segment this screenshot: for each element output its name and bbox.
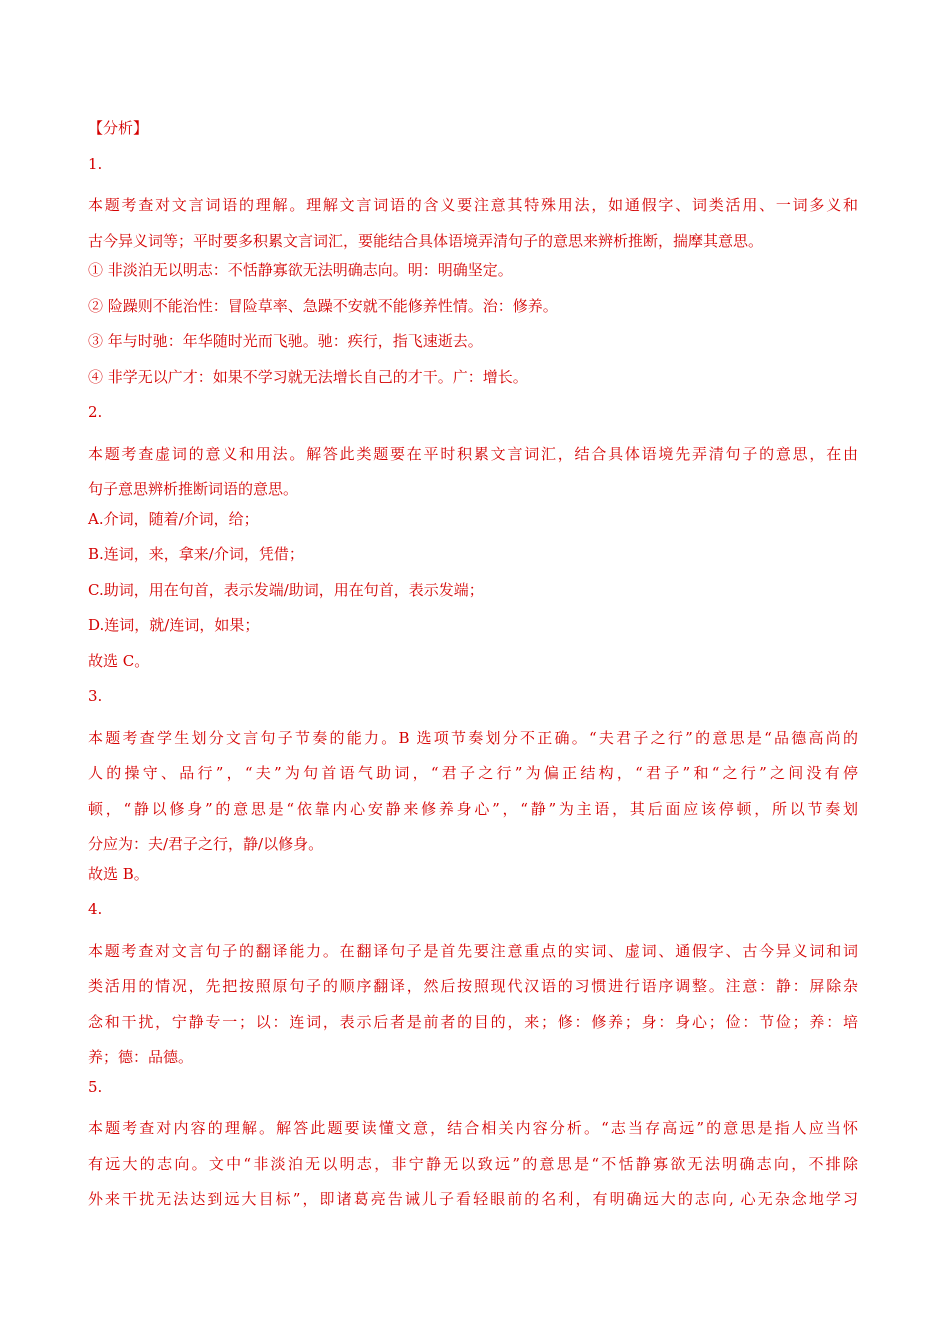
paragraph-line: 类活用的情况，先把按照原句子的顺序翻译，然后按照现代汉语的习惯进行语序调整。注意：静：屏除杂: [88, 977, 858, 995]
section-5: [88, 1075, 858, 1217]
section-number: 3.: [88, 687, 103, 705]
answer-line: 故选 C。: [88, 651, 150, 670]
section-4: [88, 897, 858, 1075]
paragraph-line: 有远大的志向。文中“非淡泊无以明志，非宁静无以致远”的意思是“不恬静寡欲无法明确志向，不排除: [88, 1154, 858, 1173]
paragraph-line: 外来干扰无法达到远大目标”，即诸葛亮告诫儿子看轻眼前的名利，有明确远大的志向, 心无杂念地学习: [88, 1190, 858, 1208]
paragraph-line: 顿，“静以修身”的意思是“依靠内心安静来修养身心”，“静”为主语，其后面应该停顿，所以节奏划: [88, 799, 858, 818]
analysis-header: 【分析】: [88, 119, 149, 137]
section-number: 4.: [88, 900, 103, 918]
section-number: 1.: [88, 154, 103, 173]
paragraph-line: 养；德：品德。: [88, 1048, 194, 1066]
section-number: 5.: [88, 1077, 103, 1096]
section-3: [88, 684, 858, 897]
paragraph-line: 句子意思辨析推断词语的意思。: [88, 480, 299, 498]
list-item: ④ 非学无以广才：如果不学习就无法增长自己的才干。广：增长。: [88, 367, 528, 386]
paragraph-line: 人的操守、品行”，“夫”为句首语气助词，“君子之行”为偏正结构，“君子”和“之行”之间没有停: [88, 764, 858, 782]
list-item: ③ 年与时驰：年华随时光而飞驰。驰：疾行，指飞速逝去。: [88, 332, 483, 350]
section-number: 2.: [88, 403, 103, 421]
paragraph-line: 本题考查学生划分文言句子节奏的能力。B 选项节奏划分不正确。“夫君子之行”的意思是“品德高尚的: [88, 728, 858, 747]
analysis-content: [88, 116, 858, 1217]
list-item: ② 险躁则不能治性：冒险草率、急躁不安就不能修养性情。治：修养。: [88, 296, 558, 315]
list-item: ① 非淡泊无以明志：不恬静寡欲无法明确志向。明：明确坚定。: [88, 261, 513, 279]
paragraph-line: 本题考查对文言词语的理解。理解文言词语的含义要注意其特殊用法，如通假字、词类活用、一词多义和: [88, 196, 858, 214]
section-2: [88, 400, 858, 684]
section-1: [88, 152, 858, 401]
list-item: A.介词，随着/介词，给；: [88, 509, 259, 528]
list-item: C.助词，用在句首，表示发端/助词，用在句首，表示发端；: [88, 580, 484, 599]
paragraph-line: 本题考查虚词的意义和用法。解答此类题要在平时积累文言词汇，结合具体语境先弄清句子的意思，在由: [88, 444, 858, 463]
list-item: D.连词，就/连词，如果；: [88, 616, 260, 634]
answer-line: 故选 B。: [88, 864, 149, 883]
paragraph-line: 古今异义词等；平时要多积累文言词汇，要能结合具体语境弄清句子的意思来辨析推断，揣摩其意思。: [88, 231, 764, 250]
paragraph-line: 念和干扰，宁静专一；以：连词，表示后者是前者的目的，来；修：修养；身：身心；俭：节俭；养：培: [88, 1012, 858, 1031]
list-item: B.连词，来，拿来/介词，凭借；: [88, 545, 304, 563]
paragraph-line: 本题考查对文言句子的翻译能力。在翻译句子是首先要注意重点的实词、虚词、通假字、古今异义词和词: [88, 941, 858, 960]
paragraph-line: 本题考查对内容的理解。解答此题要读懂文意，结合相关内容分析。“志当存高远”的意思是指人应当怀: [88, 1119, 858, 1137]
paragraph-line: 分应为：夫/君子之行，静/以修身。: [88, 835, 324, 853]
